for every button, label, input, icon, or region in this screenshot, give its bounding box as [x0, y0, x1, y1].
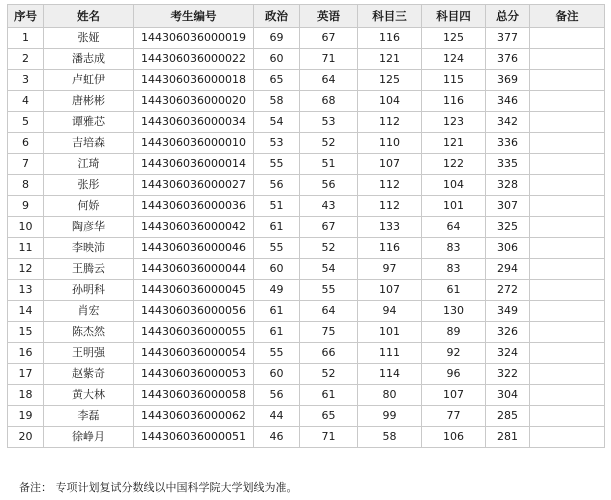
col-politics-cell: 54	[254, 112, 300, 133]
col-total-cell: 346	[486, 91, 530, 112]
col-name-cell: 吉培森	[44, 133, 134, 154]
col-name-cell: 黄大林	[44, 385, 134, 406]
col-subject4-cell: 123	[422, 112, 486, 133]
col-seq-cell: 14	[8, 301, 44, 322]
table-row	[8, 154, 605, 175]
col-politics-cell: 60	[254, 259, 300, 280]
col-subject3-cell: 116	[358, 28, 422, 49]
col-seq-header: 序号	[8, 5, 44, 28]
col-subject3-cell: 104	[358, 91, 422, 112]
col-english-cell: 64	[300, 70, 358, 91]
col-name-cell: 陶彦华	[44, 217, 134, 238]
col-remarks-cell	[530, 259, 605, 280]
col-english-cell: 67	[300, 217, 358, 238]
col-seq-cell: 15	[8, 322, 44, 343]
col-seq-cell: 16	[8, 343, 44, 364]
col-seq-cell: 2	[8, 49, 44, 70]
col-name-cell: 卢虹伊	[44, 70, 134, 91]
col-remarks-cell	[530, 28, 605, 49]
score-table-container	[7, 4, 604, 448]
col-total-cell: 376	[486, 49, 530, 70]
col-politics-cell: 56	[254, 175, 300, 196]
col-exam-id-cell: 144306036000044	[134, 259, 254, 280]
col-english-cell: 56	[300, 175, 358, 196]
col-exam-id-cell: 144306036000046	[134, 238, 254, 259]
col-remarks-cell	[530, 175, 605, 196]
table-row	[8, 133, 605, 154]
col-exam-id-cell: 144306036000045	[134, 280, 254, 301]
col-subject4-cell: 125	[422, 28, 486, 49]
table-row	[8, 196, 605, 217]
col-exam-id-cell: 144306036000010	[134, 133, 254, 154]
col-subject3-cell: 80	[358, 385, 422, 406]
col-seq-cell: 19	[8, 406, 44, 427]
col-exam-id-header: 考生编号	[134, 5, 254, 28]
col-total-cell: 306	[486, 238, 530, 259]
col-subject4-header: 科目四	[422, 5, 486, 28]
col-subject3-cell: 101	[358, 322, 422, 343]
col-seq-cell: 7	[8, 154, 44, 175]
col-subject3-header: 科目三	[358, 5, 422, 28]
col-english-cell: 54	[300, 259, 358, 280]
col-exam-id-cell: 144306036000051	[134, 427, 254, 448]
col-exam-id-cell: 144306036000027	[134, 175, 254, 196]
col-exam-id-cell: 144306036000058	[134, 385, 254, 406]
col-subject4-cell: 83	[422, 238, 486, 259]
col-name-cell: 谭雅芯	[44, 112, 134, 133]
col-exam-id-cell: 144306036000020	[134, 91, 254, 112]
col-name-cell: 王明强	[44, 343, 134, 364]
col-subject4-cell: 124	[422, 49, 486, 70]
col-politics-cell: 60	[254, 49, 300, 70]
col-total-cell: 272	[486, 280, 530, 301]
col-subject3-cell: 94	[358, 301, 422, 322]
col-subject3-cell: 107	[358, 154, 422, 175]
col-politics-cell: 65	[254, 70, 300, 91]
col-politics-cell: 55	[254, 238, 300, 259]
col-remarks-cell	[530, 322, 605, 343]
col-english-cell: 66	[300, 343, 358, 364]
col-subject3-cell: 97	[358, 259, 422, 280]
table-row	[8, 217, 605, 238]
col-subject4-cell: 115	[422, 70, 486, 91]
col-remarks-cell	[530, 154, 605, 175]
col-subject3-cell: 125	[358, 70, 422, 91]
col-seq-cell: 11	[8, 238, 44, 259]
col-english-cell: 61	[300, 385, 358, 406]
col-seq-cell: 12	[8, 259, 44, 280]
col-subject4-cell: 89	[422, 322, 486, 343]
col-subject3-cell: 114	[358, 364, 422, 385]
score-table	[7, 4, 605, 448]
table-row	[8, 364, 605, 385]
col-exam-id-cell: 144306036000019	[134, 28, 254, 49]
col-exam-id-cell: 144306036000036	[134, 196, 254, 217]
col-subject3-cell: 110	[358, 133, 422, 154]
col-subject3-cell: 121	[358, 49, 422, 70]
col-name-cell: 何娇	[44, 196, 134, 217]
table-row	[8, 28, 605, 49]
col-seq-cell: 1	[8, 28, 44, 49]
col-subject4-cell: 96	[422, 364, 486, 385]
col-politics-cell: 56	[254, 385, 300, 406]
col-remarks-cell	[530, 112, 605, 133]
col-total-cell: 322	[486, 364, 530, 385]
col-exam-id-cell: 144306036000022	[134, 49, 254, 70]
col-seq-cell: 4	[8, 91, 44, 112]
col-english-cell: 55	[300, 280, 358, 301]
col-total-cell: 294	[486, 259, 530, 280]
col-politics-cell: 69	[254, 28, 300, 49]
col-english-cell: 64	[300, 301, 358, 322]
col-total-cell: 307	[486, 196, 530, 217]
table-row	[8, 427, 605, 448]
col-total-cell: 335	[486, 154, 530, 175]
col-remarks-cell	[530, 406, 605, 427]
col-seq-cell: 9	[8, 196, 44, 217]
col-subject3-cell: 111	[358, 343, 422, 364]
col-remarks-cell	[530, 91, 605, 112]
col-remarks-cell	[530, 217, 605, 238]
col-total-cell: 336	[486, 133, 530, 154]
col-exam-id-cell: 144306036000054	[134, 343, 254, 364]
table-row	[8, 70, 605, 91]
col-subject4-cell: 106	[422, 427, 486, 448]
col-politics-cell: 49	[254, 280, 300, 301]
col-subject3-cell: 99	[358, 406, 422, 427]
col-exam-id-cell: 144306036000034	[134, 112, 254, 133]
header-row	[8, 5, 605, 28]
col-english-cell: 53	[300, 112, 358, 133]
col-subject4-cell: 83	[422, 259, 486, 280]
col-total-cell: 324	[486, 343, 530, 364]
table-row	[8, 112, 605, 133]
col-remarks-cell	[530, 385, 605, 406]
col-total-cell: 281	[486, 427, 530, 448]
col-subject3-cell: 116	[358, 238, 422, 259]
col-name-cell: 徐峥月	[44, 427, 134, 448]
table-row	[8, 322, 605, 343]
col-politics-cell: 58	[254, 91, 300, 112]
col-remarks-cell	[530, 49, 605, 70]
col-remarks-header: 备注	[530, 5, 605, 28]
col-exam-id-cell: 144306036000018	[134, 70, 254, 91]
col-name-cell: 陈杰然	[44, 322, 134, 343]
col-name-header: 姓名	[44, 5, 134, 28]
col-total-cell: 304	[486, 385, 530, 406]
col-politics-cell: 55	[254, 154, 300, 175]
col-name-cell: 李磊	[44, 406, 134, 427]
col-subject3-cell: 133	[358, 217, 422, 238]
col-subject4-cell: 64	[422, 217, 486, 238]
col-subject4-cell: 121	[422, 133, 486, 154]
table-body	[8, 28, 605, 448]
footnote: 备注： 专项计划复试分数线以中国科学院大学划线为准。	[19, 481, 298, 494]
col-total-header: 总分	[486, 5, 530, 28]
col-politics-cell: 44	[254, 406, 300, 427]
col-english-cell: 68	[300, 91, 358, 112]
col-total-cell: 369	[486, 70, 530, 91]
col-total-cell: 377	[486, 28, 530, 49]
col-name-cell: 潘志成	[44, 49, 134, 70]
col-english-cell: 71	[300, 427, 358, 448]
col-remarks-cell	[530, 133, 605, 154]
col-remarks-cell	[530, 280, 605, 301]
col-remarks-cell	[530, 70, 605, 91]
col-english-cell: 75	[300, 322, 358, 343]
col-subject3-cell: 112	[358, 196, 422, 217]
col-seq-cell: 17	[8, 364, 44, 385]
col-english-header: 英语	[300, 5, 358, 28]
col-total-cell: 326	[486, 322, 530, 343]
col-exam-id-cell: 144306036000014	[134, 154, 254, 175]
col-subject3-cell: 58	[358, 427, 422, 448]
col-total-cell: 342	[486, 112, 530, 133]
col-english-cell: 65	[300, 406, 358, 427]
col-total-cell: 325	[486, 217, 530, 238]
col-remarks-cell	[530, 427, 605, 448]
col-english-cell: 52	[300, 133, 358, 154]
table-row	[8, 91, 605, 112]
col-subject4-cell: 77	[422, 406, 486, 427]
table-row	[8, 343, 605, 364]
col-seq-cell: 6	[8, 133, 44, 154]
table-row	[8, 175, 605, 196]
col-exam-id-cell: 144306036000056	[134, 301, 254, 322]
col-english-cell: 52	[300, 364, 358, 385]
col-name-cell: 肖宏	[44, 301, 134, 322]
table-header	[8, 5, 605, 28]
col-name-cell: 孙明科	[44, 280, 134, 301]
col-politics-cell: 46	[254, 427, 300, 448]
col-politics-cell: 53	[254, 133, 300, 154]
table-row	[8, 301, 605, 322]
col-subject3-cell: 112	[358, 112, 422, 133]
table-row	[8, 406, 605, 427]
col-seq-cell: 3	[8, 70, 44, 91]
col-politics-cell: 51	[254, 196, 300, 217]
col-english-cell: 51	[300, 154, 358, 175]
col-total-cell: 349	[486, 301, 530, 322]
col-remarks-cell	[530, 196, 605, 217]
col-seq-cell: 8	[8, 175, 44, 196]
col-remarks-cell	[530, 238, 605, 259]
col-exam-id-cell: 144306036000053	[134, 364, 254, 385]
col-subject4-cell: 104	[422, 175, 486, 196]
col-seq-cell: 18	[8, 385, 44, 406]
col-english-cell: 67	[300, 28, 358, 49]
col-politics-cell: 55	[254, 343, 300, 364]
col-name-cell: 唐彬彬	[44, 91, 134, 112]
col-subject3-cell: 112	[358, 175, 422, 196]
table-row	[8, 238, 605, 259]
table-row	[8, 385, 605, 406]
col-name-cell: 江琦	[44, 154, 134, 175]
col-remarks-cell	[530, 364, 605, 385]
col-subject4-cell: 116	[422, 91, 486, 112]
col-english-cell: 43	[300, 196, 358, 217]
col-seq-cell: 10	[8, 217, 44, 238]
col-subject4-cell: 101	[422, 196, 486, 217]
table-row	[8, 280, 605, 301]
col-name-cell: 张娅	[44, 28, 134, 49]
col-subject4-cell: 130	[422, 301, 486, 322]
col-politics-cell: 60	[254, 364, 300, 385]
col-exam-id-cell: 144306036000062	[134, 406, 254, 427]
col-english-cell: 52	[300, 238, 358, 259]
col-politics-cell: 61	[254, 301, 300, 322]
col-seq-cell: 20	[8, 427, 44, 448]
col-remarks-cell	[530, 343, 605, 364]
col-politics-header: 政治	[254, 5, 300, 28]
col-exam-id-cell: 144306036000055	[134, 322, 254, 343]
col-name-cell: 张彤	[44, 175, 134, 196]
col-total-cell: 285	[486, 406, 530, 427]
col-name-cell: 李映沛	[44, 238, 134, 259]
col-politics-cell: 61	[254, 217, 300, 238]
table-row	[8, 49, 605, 70]
col-seq-cell: 13	[8, 280, 44, 301]
col-total-cell: 328	[486, 175, 530, 196]
col-subject3-cell: 107	[358, 280, 422, 301]
col-subject4-cell: 122	[422, 154, 486, 175]
col-subject4-cell: 92	[422, 343, 486, 364]
col-remarks-cell	[530, 301, 605, 322]
table-row	[8, 259, 605, 280]
col-name-cell: 赵紫奇	[44, 364, 134, 385]
col-exam-id-cell: 144306036000042	[134, 217, 254, 238]
col-name-cell: 王腾云	[44, 259, 134, 280]
col-politics-cell: 61	[254, 322, 300, 343]
col-seq-cell: 5	[8, 112, 44, 133]
col-english-cell: 71	[300, 49, 358, 70]
col-subject4-cell: 61	[422, 280, 486, 301]
col-subject4-cell: 107	[422, 385, 486, 406]
